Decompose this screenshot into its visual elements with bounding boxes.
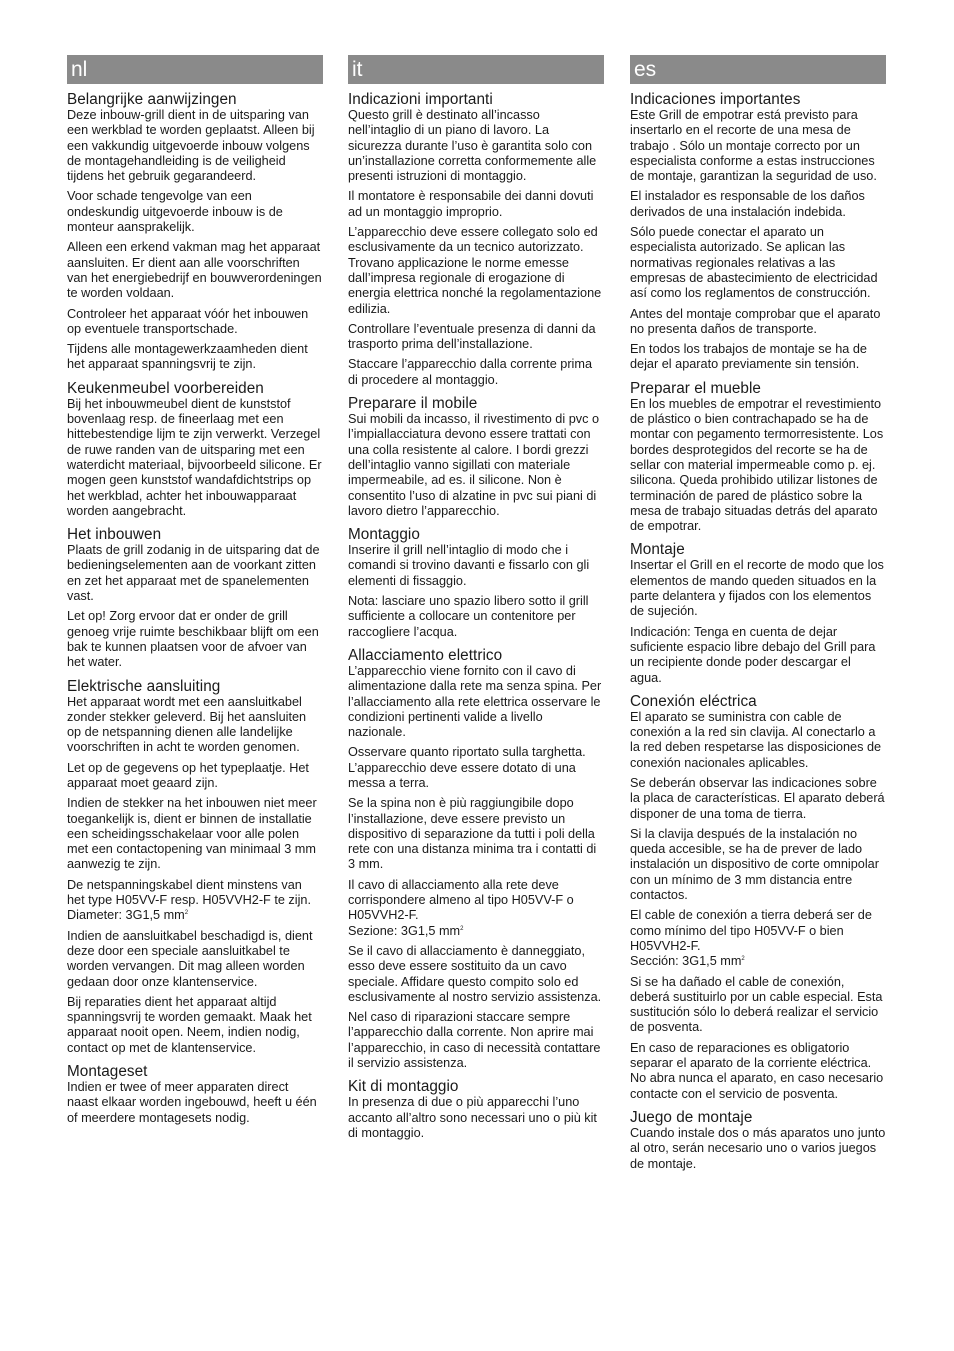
paragraph: Plaats de grill zodanig in de uitsparing dat de bedieningselementen aan de voorkant zitten en zet het apparaat met de spanelementen vast.	[67, 543, 320, 604]
paragraph: L’apparecchio deve essere collegato solo ed esclusivamente da un tecnico autorizzato. Trovano applicazione le norme emesse dall’impresa regionale di erogazione di energia elettrica nonché la regolamentazione edilizia.	[348, 225, 602, 316]
section	[67, 380, 323, 519]
section-heading: Preparare il mobile	[348, 395, 478, 413]
section-heading: Indicaciones importantes	[630, 91, 801, 108]
paragraph: De netspanningskabel dient minstens van het type H05VV-F resp. H05VVH2-F te zijn. Diameter: 3G1,5 $mm^2$	[67, 877, 311, 923]
section	[67, 91, 323, 373]
paragraph: Nota: lasciare uno spazio libero sotto il grill sufficiente a collocare un contenitore per raccogliere l’acqua.	[348, 594, 589, 639]
paragraph: Voor schade tengevolge van een ondeskundig uitgevoerde inbouw is de monteur aansprakelijk.	[67, 189, 283, 235]
paragraph: Tijdens alle montagewerkzaamheden dient het apparaat spanningsvrij te zijn.	[67, 342, 308, 372]
paragraph: Questo grill è destinato all’incasso nell’intaglio di un piano di lavoro. La sicurezza durante l’uso è garantita solo con un’installazione corretta conformemente alle presenti istruzioni di montaggio.	[348, 108, 597, 184]
paragraph: El instalador es responsable de los daños derivados de una instalación indebida.	[630, 189, 865, 219]
paragraph: Sui mobili da incasso, il rivestimento di pvc o l’impiallacciatura devono essere trattati con una colla resistente al calore. I bordi grezzi dell’intaglio vanno sigillati con materiale impermeabile, ad es. il silicone. Non è consentito l’uso di alzatine in pvc sui piani di lavoro dietro l’apparecchio.	[348, 412, 600, 518]
column-nl	[67, 55, 323, 1126]
language-header: nl	[67, 55, 323, 84]
section-heading: Het inbouwen	[67, 526, 162, 544]
column-es	[630, 55, 886, 1172]
paragraph: Indicación: Tenga en cuenta de dejar suficiente espacio libre debajo del Grill para un recipiente donde poder descargar el agua.	[630, 624, 876, 685]
section-heading: Indicazioni importanti	[348, 91, 493, 108]
section-heading: Allacciamento elettrico	[348, 646, 503, 664]
paragraph: Si la clavija después de la instalación no queda accesible, se ha de prever de lado instalación un dispositivo de corte omnipolar con un mínimo de 3 mm distancia entre contactos.	[630, 826, 879, 903]
paragraph: Se deberán observar las indicaciones sobre la placa de características. El aparato deberá disponer de una toma de tierra.	[630, 775, 885, 821]
paragraph: Insertar el Grill en el recorte de modo que los elementos de mando queden situados en la parte delantera y fijados con los elementos de sujeción.	[630, 558, 884, 619]
paragraph: El aparato se suministra con cable de conexión a la red sin clavija. Al conectarlo a la red deben respetarse las disposiciones de conexión nacionales aplicables.	[630, 709, 882, 770]
paragraph: Este Grill de empotrar está previsto para insertarlo en el recorte de una mesa de trabajo . Sólo un montaje correcto por un especialista conforme a estas instrucciones de montaje, garantizan la seguridad de uso.	[630, 108, 877, 184]
section	[348, 1078, 604, 1141]
language-header: it	[348, 55, 604, 84]
section	[630, 91, 886, 373]
section-heading: Keukenmeubel voorbereiden	[67, 379, 264, 397]
paragraph: El cable de conexión a tierra deberá ser de como mínimo del tipo H05VV-F o bien H05VVH2-F. Sección: 3G1,5 $mm^2$	[630, 908, 872, 969]
paragraph: In presenza di due o più apparecchi l’uno accanto all’altro sono necessari uno o più kit di montaggio.	[348, 1095, 597, 1140]
paragraph: Il cavo di allacciamento alla rete deve corrispondere almeno al tipo H05VV-F o H05VVH2-F. Sezione: 3G1,5 $mm^2$	[348, 877, 574, 938]
paragraph: Het apparaat wordt met een aansluitkabel zonder stekker geleverd. Bij het aansluiten op de netspanning dienen alle landelijke voorschriften in acht te worden genomen.	[67, 694, 307, 755]
paragraph: Cuando instale dos o más aparatos uno junto al otro, serán necesario uno o varios juegos de montaje.	[630, 1125, 886, 1171]
paragraph: Inserire il grill nell’intaglio di modo che i comandi si trovino davanti e fissarlo con gli elementi di fissaggio.	[348, 543, 590, 588]
paragraph: Si se ha dañado el cable de conexión, deberá sustituirlo por un cable especial. Esta sustitución sólo lo deberá realizar el servicio de posventa.	[630, 974, 883, 1035]
section-heading: Montaje	[630, 541, 685, 559]
section-heading: Preparar el mueble	[630, 379, 761, 397]
section-heading: Montageset	[67, 1063, 148, 1081]
section-heading: Belangrijke aanwijzingen	[67, 91, 237, 108]
section	[630, 1109, 886, 1172]
paragraph: Se il cavo di allacciamento è danneggiato, esso deve essere sostituito da un cavo speciale. Affidare questo compito solo ed esclusivamente al nostro servizio assistenza.	[348, 943, 602, 1004]
paragraph: Let op! Zorg ervoor dat er onder de grill genoeg vrije ruimte beschikbaar blijft om een bak te kunnen plaatsen voor de afvoer van het water.	[67, 609, 319, 670]
paragraph: Antes del montaje comprobar que el aparato no presenta daños de transporte.	[630, 306, 881, 336]
paragraph: L’apparecchio viene fornito con il cavo di alimentazione dalla rete ma senza spina. Per l’allacciamento alla rete elettrica osservare le condizioni pertinenti valide a livello nazionale.	[348, 663, 602, 740]
section	[67, 1063, 323, 1126]
paragraph: En los muebles de empotrar el revestimiento de plástico o bien contrachapado se ha de montar con pegamento termorresistente. Los bordes desprotegidos del recorte se ha de sellar con material impermeable como p. ej. silicona. Queda prohibido utilizar listones de terminación de pared de plástico sobre la mesa de trabajo situadas detrás del aparato de empotrar.	[630, 396, 884, 534]
paragraph: Nel caso di riparazioni staccare sempre l’apparecchio dalla corrente. Non aprire mai l’apparecchio, in caso di necessità contattare il servizio assistenza.	[348, 1010, 601, 1071]
paragraph: Controllare l’eventuale presenza di danni da trasporto prima dell’installazione.	[348, 321, 596, 352]
paragraph: Il montatore è responsabile dei danni dovuti ad un montaggio improprio.	[348, 189, 594, 219]
section	[67, 678, 323, 1057]
paragraph: Controleer het apparaat vóór het inbouwen op eventuele transportschade.	[67, 306, 309, 336]
section-heading: Kit di montaggio	[348, 1078, 459, 1096]
section-heading: Montaggio	[348, 526, 420, 544]
paragraph: Indien de aansluitkabel beschadigd is, dient deze door een speciale aansluitkabel te worden vervangen. Dit mag alleen worden gedaan door onze klantenservice.	[67, 928, 313, 989]
section-heading: Elektrische aansluiting	[67, 677, 221, 695]
section-heading: Conexión eléctrica	[630, 692, 757, 710]
paragraph: Let op de gegevens op het typeplaatje. Het apparaat moet geaard zijn.	[67, 760, 309, 790]
section	[630, 541, 886, 685]
paragraph: En todos los trabajos de montaje se ha de dejar el aparato previamente sin tensión.	[630, 342, 867, 372]
paragraph: Indien de stekker na het inbouwen niet meer toegankelijk is, dient er binnen de installatie een scheidingsschakelaar voor alle polen met een contactopening van minimaal 3 mm aanwezig te zijn.	[67, 796, 317, 872]
paragraph: Alleen een erkend vakman mag het apparaat aansluiten. Er dient aan alle voorschriften van het energiebedrijf en bouwverordeningen te worden voldaan.	[67, 240, 322, 301]
paragraph: Deze inbouw-grill dient in de uitsparing van een werkblad te worden geplaatst. Alleen bij een vakkundig uitgevoerde inbouw volgens de montagehandleiding is de veiligheid tijdens het gebruik gegarandeerd.	[67, 108, 315, 184]
paragraph: Sólo puede conectar el aparato un especialista autorizado. Se aplican las normativas regionales relativas a las empresas de abastecimiento de electricidad así como los reglamentos de construcción.	[630, 225, 878, 301]
section	[348, 647, 604, 1071]
paragraph: Se la spina non è più raggiungibile dopo l’installazione, deve essere previsto un dispositivo di separazione da tutti i poli della rete con una distanza minima tra i contatti di 3 mm.	[348, 796, 597, 872]
section	[348, 395, 604, 519]
section-heading: Juego de montaje	[630, 1108, 753, 1126]
paragraph: Bij reparaties dient het apparaat altijd spanningsvrij te worden gemaakt. Maak het apparaat nooit open. Neem, indien nodig, contact op met de klantenservice.	[67, 994, 312, 1055]
paragraph: Bij het inbouwmeubel dient de kunststof bovenlaag resp. de fineerlaag met een hittebestendige lijm te zijn verwerkt. Verzegel de ruwe randen van de uitsparing met een waterdicht materiaal, bijvoorbeeld silicone. Er mogen geen kunststof wandafdichtstrips op het werkblad, achter het inbouwapparaat worden aangebracht.	[67, 396, 322, 518]
section	[348, 91, 604, 388]
section	[630, 380, 886, 535]
section	[67, 526, 323, 670]
paragraph: Osservare quanto riportato sulla targhetta. L’apparecchio deve essere dotato di una messa a terra.	[348, 745, 586, 790]
section	[630, 693, 886, 1102]
column-it	[348, 55, 604, 1141]
paragraph: Staccare l’apparecchio dalla corrente prima di procedere al montaggio.	[348, 357, 593, 387]
section	[348, 526, 604, 640]
paragraph: Indien er twee of meer apparaten direct naast elkaar worden ingebouwd, heeft u één of meerdere montagesets nodig.	[67, 1080, 317, 1125]
language-header: es	[630, 55, 886, 84]
paragraph: En caso de reparaciones es obligatorio separar el aparato de la corriente eléctrica. No abra nunca el aparato, en caso necesario contacte con el servicio de posventa.	[630, 1040, 884, 1101]
